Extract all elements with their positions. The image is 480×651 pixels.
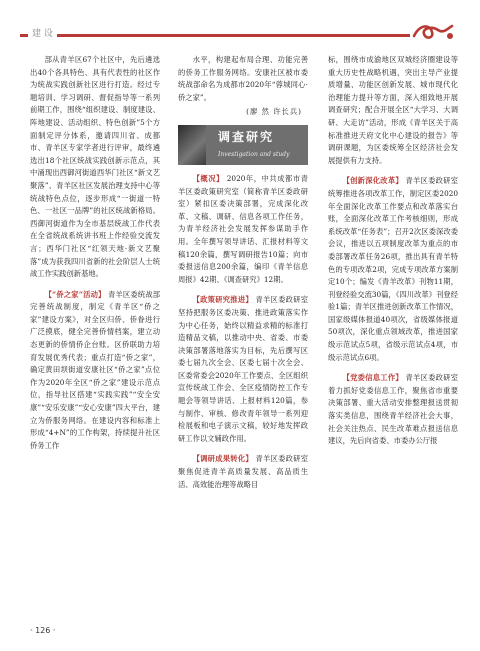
column-2 (178, 54, 308, 491)
paragraph-info (328, 372, 458, 448)
section-body: 2020年，中共成都市青羊区委政策研究室（简称青羊区委政研室）紧扣区委决策部署，完成深化改革、文稿、调研、信息各项工作任务，为青羊经济社会发展发挥参谋助手作用。全年撰写领导讲话、汇报材料等文稿120余篇，撰写调研报告10篇；向市委报送信息200余篇，编印《青羊信息周报》42期、《调查研究》12期。 (178, 173, 308, 284)
section-heading: 【概况】 (192, 173, 224, 183)
section-banner (178, 125, 308, 165)
banner-subtitle: Investigation and study (218, 150, 290, 158)
section-heading: 【“侨之家”活动】 (44, 289, 106, 299)
section-heading: 【调研成果转化】 (192, 454, 253, 464)
section-heading: 【政策研究推进】 (192, 295, 253, 305)
paragraph-overview (178, 173, 308, 286)
paragraph: 标，围绕市成渝地区双城经济圈建设等重大历史性战略机遇，突出主导产业提质增量、功能区创新发展、城市现代化治理能力提升等方面，深入细致地开展调查研究；配合开展全区“大学习、大调研、大走访”活动，形成《青羊区关于高标准推进天府文化中心建设的报告》等调研课题，为区委统筹全区经济社会发展提供有力支持。 (328, 55, 458, 165)
section-body: 青羊区委政研室着力抓好党委信息工作，聚焦省市重要决策部署、重大活动安排整理报送贯彻落实类信息，围绕青羊经济社会大事，社会关注热点、民生改革难点报送信息建议，先后向省委、市委办公厅报 (328, 373, 458, 446)
paragraph-research (178, 453, 308, 491)
column-3 (328, 54, 458, 448)
banner-photo (178, 125, 206, 165)
section-body: 青羊区委政研室聚焦促进青羊高质量发展、高品质生活、高效能治理等战略目 (178, 454, 308, 489)
section-body: 青羊区委政研室统筹推进各项改革工作，制定区委2020年全面深化改革工作要点和改革落实台账，全面深化改革工作考核细则，形成系统改革“任务表”；召开2次区委深改委会议，推进以五项制度改革为重点的市委部署改革任务26项，推出具有青羊特色的专项改革2项，完成专项改革方案制定10个；编发《青羊改革》刊物11期，刊登经验交流30篇，《四川改革》刊登经验1篇；青羊区推进创新改革工作情况，国家级媒体报道40项次，省级媒体报道50项次，深化重点领域改革，推进国家级示范试点5项，省级示范试点4项，市级示范试点6项。 (328, 176, 458, 362)
column-1 (30, 54, 160, 452)
paragraph-reform (328, 175, 458, 364)
page-header (0, 0, 480, 52)
section-body: 青羊区委政研室坚持把服务区委决策、推进政策落实作为中心任务，始终以精益求精的标准打造精品文稿，以推动中央、省委、市委决策部署落地落实为目标，先后撰写区委七届九次全会、区委七届十次全会、区委常委会2020年工作要点、全区组织宣传统战工作会、全区疫情防控工作专题会等领导讲话、上报材料120篇，参与制作、审核、修改青年领导一系列迎检展板和电子演示文稿，较好地发挥政研工作以文辅政作用。 (178, 295, 308, 443)
paragraph: 水平，构建起布局合理、功能完善的侨务工作服务网络。安康社区被市委统战部命名为成都市2020年“蓉城同心·侨之家”。 (178, 55, 308, 102)
paragraph-qiaozhijia (30, 289, 160, 453)
header-rule (20, 34, 410, 37)
paragraph: 部从青羊区67个社区中，先后遴选出40个各具特色、具有代表性的社区作为统战实践创新社区进行打造。经过专题培训、学习调研、督促指导等一系列前期工作，围绕“组织建设、制度建设、阵地建设、活动组织、特色创新”5个方面制定评分体系，邀请四川省、成都市、青羊区专家学者进行评审，最终遴选出18个社区统战实践创新示范点，其中涌现出西御河街道西华门社区“新文艺聚落”、青羊区社区发展治理支持中心等统战特色点位，逐步形成“一街道一特色、一社区一品牌”的社区统战新格局。西御河街道作为全市基层统战工作代表在全省统战系统讲书班上作经验交流发言；西华门社区“红领天地·新文艺聚落”成为获我四川省新的社会阶层人士统战工作实践创新基地。 (30, 55, 160, 279)
section-body: 青羊区委统战部完善统战制度，制定《青羊区“侨之家”建设方案》，对全区归侨、侨眷进行广泛摸底，健全完善侨情档案，建立动态更新的侨情侨企台账。区侨联助力培育发展优秀代表；重点打造“侨之家”，确定黄田坝街道安康社区“侨之家”点位作为2020年全区“侨之家”建设示范点位，指导社区搭建“实践实践”“安全安康”“安乐安康”“安心安康”四大平台，建立为侨服务网络。在建设内容和标准上形成“4+N”的工作构架，持续提升社区侨务工作 (30, 289, 160, 450)
section-heading: 【党委信息工作】 (342, 373, 403, 383)
author-signature: (廖 然 许长兵) (246, 107, 302, 117)
section-title: 建 设 (28, 26, 57, 39)
paragraph-policy (178, 294, 308, 445)
section-heading: 【创新深化改革】 (342, 176, 403, 186)
banner-title: 调查研究 (218, 129, 275, 144)
swirl-logo-icon (410, 20, 458, 44)
page-number: · 126 · (30, 626, 56, 635)
